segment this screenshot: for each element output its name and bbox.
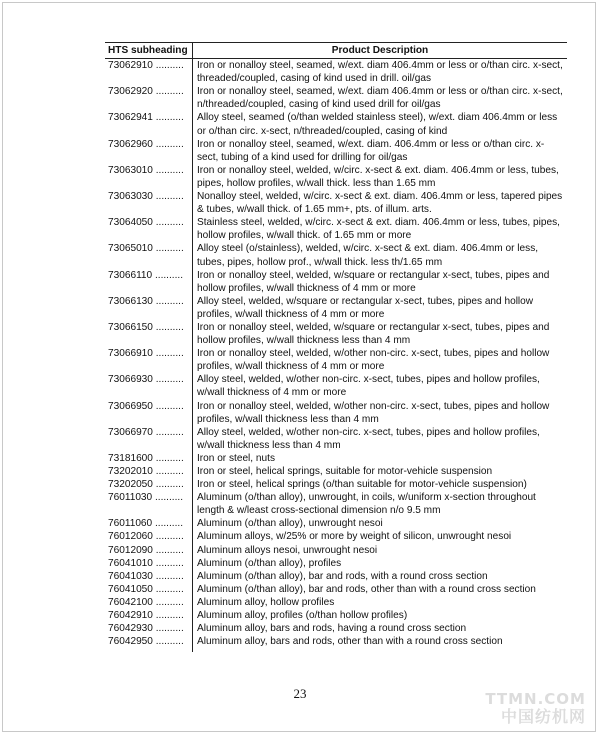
- table-body: [105, 59, 567, 653]
- table-row: [105, 295, 567, 321]
- product-description-cell: Aluminum (o/than alloy), bar and rods, other than with a round cross section: [197, 583, 536, 595]
- table-row: [105, 596, 567, 609]
- hts-code-cell: 73062960 ..........: [105, 138, 193, 164]
- hts-code-cell: 73063030 ..........: [105, 190, 193, 216]
- table-row: [105, 138, 567, 164]
- table-row: [105, 452, 567, 465]
- hts-code-cell: 76012060 ..........: [105, 530, 193, 543]
- table-row: [105, 85, 567, 111]
- product-description-cell: Alloy steel (o/stainless), welded, w/circ. x-sect & ext. diam. 406.4mm or less, tubes, pipes, hollow prof., w/wall thick. less th/1.65 mm: [197, 243, 539, 268]
- table-row: [105, 269, 567, 295]
- product-description-cell: Aluminum alloy, hollow profiles: [197, 596, 335, 608]
- product-description-cell: Aluminum (o/than alloy), unwrought, in coils, w/uniform x-section throughout length & w/least cross-sectional dimension n/o 9.5 mm: [197, 492, 536, 517]
- product-description-cell: Iron or nonalloy steel, seamed, w/ext. diam. 406.4mm or less or o/than circ. x-sect, tubing of a kind used for drilling for oil/gas: [197, 138, 545, 163]
- table-row: [105, 530, 567, 543]
- hts-code-cell: 73066130 ..........: [105, 295, 193, 321]
- product-description-cell: Stainless steel, welded, w/circ. x-sect & ext. diam. 406.4mm or less, tubes, pipes, hollow profiles, w/wall thick. of 1.65 mm or more: [197, 217, 560, 242]
- hts-code-cell: 76042910 ..........: [105, 609, 193, 622]
- product-description-cell: Nonalloy steel, welded, w/circ. x-sect & ext. diam. 406.4mm or less, tapered pipes & tubes, w/wall thick. of 1.65 mm+, pts. of illum. arts.: [197, 191, 563, 216]
- table-row: [105, 609, 567, 622]
- hts-code-cell: 73066910 ..........: [105, 347, 193, 373]
- hts-code-cell: 73062941 ..........: [105, 111, 193, 137]
- hts-code-cell: 73202050 ..........: [105, 478, 193, 491]
- table-row: [105, 491, 567, 517]
- hts-code-cell: 76041050 ..........: [105, 583, 193, 596]
- table-row: [105, 164, 567, 190]
- product-description-cell: Aluminum (o/than alloy), bar and rods, with a round cross section: [197, 570, 488, 582]
- table-row: [105, 373, 567, 399]
- watermark-chinese: 中国纺机网: [500, 707, 586, 726]
- table-row: [105, 517, 567, 530]
- hts-code-cell: 73062920 ..........: [105, 85, 193, 111]
- product-description-cell: Alloy steel, seamed (o/than welded stainless steel), w/ext. diam 406.4mm or less or o/than circ. x-sect, n/threaded/coupled, casing of kind: [197, 112, 558, 137]
- product-description-cell: Iron or nonalloy steel, seamed, w/ext. diam 406.4mm or less or o/than circ. x-sect, threaded/coupled, casing of kind used in drill. oil/gas: [197, 60, 563, 85]
- table-row: [105, 347, 567, 373]
- product-description-cell: Aluminum (o/than alloy), profiles: [197, 557, 342, 569]
- product-description-cell: Iron or nonalloy steel, welded, w/square or rectangular x-sect, tubes, pipes and hollow profiles, w/wall thickness of 4 mm or more: [197, 269, 550, 294]
- hts-code-cell: 76011060 ..........: [105, 517, 193, 530]
- table-row: [105, 242, 567, 268]
- product-description-cell: Iron or nonalloy steel, welded, w/circ. x-sect & ext. diam. 406.4mm or less, tubes, pipes, hollow profiles, w/wall thick. less than 1.65 mm: [197, 164, 559, 189]
- product-description-cell: Alloy steel, welded, w/other non-circ. x-sect, tubes, pipes and hollow profiles, w/wall thickness less than 4 mm: [197, 426, 540, 451]
- hts-subheading-header: HTS subheading: [105, 43, 193, 59]
- hts-code-cell: 73064050 ..........: [105, 216, 193, 242]
- hts-code-cell: 73066930 ..........: [105, 373, 193, 399]
- table-row: [105, 478, 567, 491]
- hts-code-cell: 76041010 ..........: [105, 557, 193, 570]
- table-row: [105, 426, 567, 452]
- product-description-cell: Aluminum alloy, bars and rods, having a round cross section: [197, 623, 467, 635]
- table-header-row: [105, 43, 567, 59]
- product-description-cell: Aluminum alloys nesoi, unwrought nesoi: [197, 544, 378, 556]
- product-description-cell: Alloy steel, welded, w/square or rectangular x-sect, tubes, pipes and hollow profiles, w/wall thickness of 4 mm or more: [197, 295, 534, 320]
- hts-code-cell: 76012090 ..........: [105, 544, 193, 557]
- site-watermark: [485, 690, 586, 726]
- hts-code-cell: 73066970 ..........: [105, 426, 193, 452]
- watermark-domain: TTMN.COM: [485, 690, 586, 708]
- table-row: [105, 321, 567, 347]
- product-description-cell: Iron or nonalloy steel, welded, w/square or rectangular x-sect, tubes, pipes and hollow profiles, w/wall thickness less than 4 mm: [197, 321, 550, 347]
- product-description-cell: Iron or nonalloy steel, welded, w/other non-circ. x-sect, tubes, pipes and hollow profiles, w/wall thickness less than 4 mm: [197, 400, 550, 425]
- hts-code-cell: 73065010 ..........: [105, 242, 193, 268]
- table-row: [105, 557, 567, 570]
- hts-code-cell: 73066950 ..........: [105, 400, 193, 426]
- table-row: [105, 465, 567, 478]
- product-description-cell: Alloy steel, welded, w/other non-circ. x-sect, tubes, pipes and hollow profiles, w/wall thickness of 4 mm or more: [197, 374, 540, 399]
- hts-code-cell: 76042930 ..........: [105, 622, 193, 635]
- hts-code-cell: 76042950 ..........: [105, 635, 193, 652]
- product-description-cell: Iron or steel, helical springs (o/than suitable for motor-vehicle suspension): [197, 479, 527, 491]
- product-description-cell: Iron or steel, nuts: [197, 452, 275, 464]
- hts-code-cell: 73062910 ..........: [105, 59, 193, 86]
- product-description-cell: Aluminum (o/than alloy), unwrought nesoi: [197, 518, 383, 530]
- table-row: [105, 544, 567, 557]
- hts-code-cell: 73181600 ..........: [105, 452, 193, 465]
- product-description-cell: Iron or nonalloy steel, seamed, w/ext. diam 406.4mm or less or o/than circ. x-sect, n/threaded/coupled, casing of kind used drill for oil/gas: [197, 86, 563, 111]
- table-row: [105, 570, 567, 583]
- table-row: [105, 635, 567, 652]
- product-description-cell: Iron or nonalloy steel, welded, w/other non-circ. x-sect, tubes, pipes and hollow profiles, w/wall thickness of 4 mm or more: [197, 348, 550, 373]
- table-row: [105, 622, 567, 635]
- table-row: [105, 190, 567, 216]
- hts-code-cell: 73063010 ..........: [105, 164, 193, 190]
- hts-product-table: [105, 42, 567, 652]
- table-row: [105, 583, 567, 596]
- hts-code-cell: 73066110 ..........: [105, 269, 193, 295]
- product-description-cell: Iron or steel, helical springs, suitable for motor-vehicle suspension: [197, 466, 493, 477]
- table-row: [105, 111, 567, 137]
- hts-code-cell: 73066150 ..........: [105, 321, 193, 347]
- product-description-cell: Aluminum alloys, w/25% or more by weight of silicon, unwrought nesoi: [197, 531, 512, 543]
- table-row: [105, 216, 567, 242]
- hts-code-cell: 73202010 ..........: [105, 465, 193, 478]
- product-description-cell: Aluminum alloy, profiles (o/than hollow profiles): [197, 610, 408, 622]
- product-description-header: Product Description: [193, 43, 568, 59]
- product-description-cell: Aluminum alloy, bars and rods, other than with a round cross section: [197, 636, 503, 648]
- table-row: [105, 59, 567, 86]
- hts-code-cell: 76041030 ..........: [105, 570, 193, 583]
- page-number: 23: [293, 686, 307, 701]
- hts-code-cell: 76042100 ..........: [105, 596, 193, 609]
- hts-code-cell: 76011030 ..........: [105, 491, 193, 517]
- table-row: [105, 400, 567, 426]
